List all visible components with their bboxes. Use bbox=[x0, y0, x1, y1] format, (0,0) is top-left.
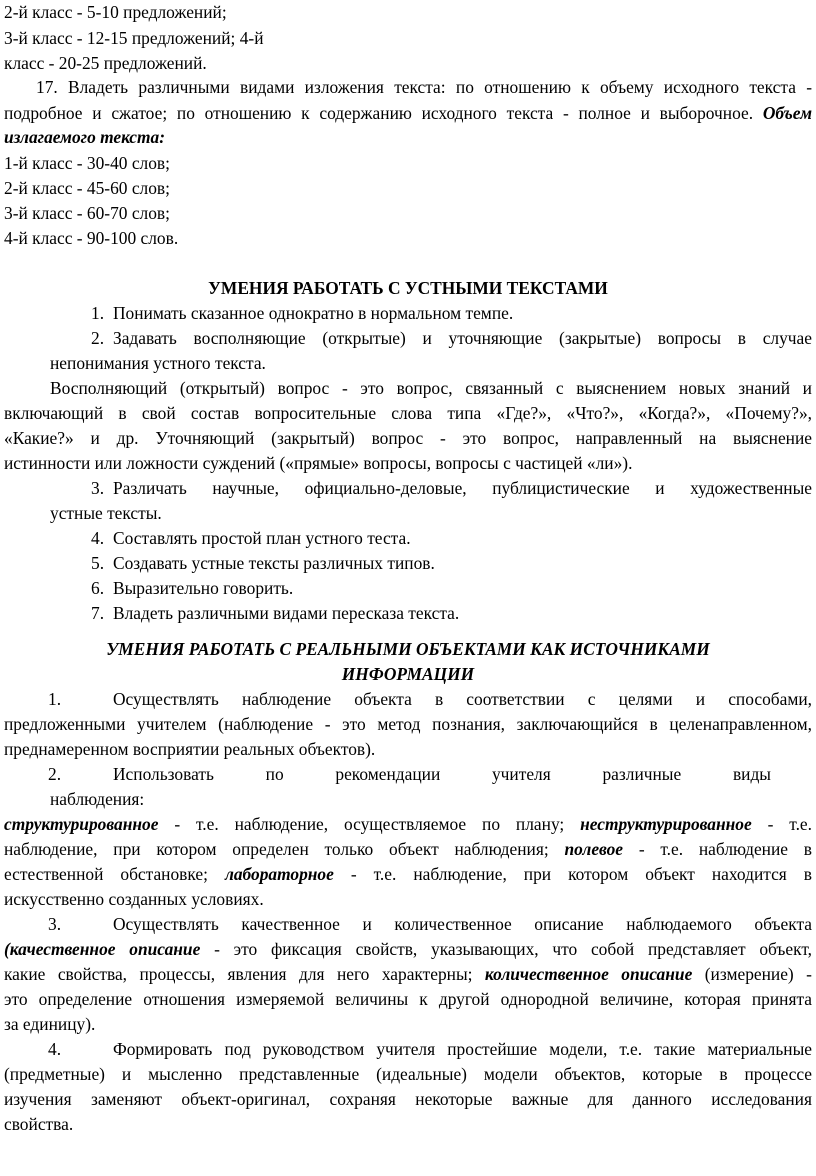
list-item: Создавать устные тексты различных типов. bbox=[113, 553, 435, 573]
list-item-cont: устные тексты. bbox=[50, 503, 162, 523]
paragraph-line: «Какие?» и др. Уточняющий (закрытый) вопрос - это вопрос, направленный на выяснение bbox=[4, 428, 812, 448]
list-item-cont: (предметные) и мысленно представленные (идеальные) модели объектов, которые в процессе bbox=[4, 1064, 812, 1084]
list-item-cont: свойства. bbox=[4, 1114, 74, 1134]
list-item-text: Использовать по рекомендации учителя различные виды bbox=[113, 764, 771, 784]
list-number: 1. bbox=[91, 303, 105, 323]
paragraph-line: подробное и сжатое; по отношению к содержанию исходного текста - полное и выборочное. Объем bbox=[4, 103, 812, 123]
list-item bbox=[113, 762, 771, 786]
list-number: 6. bbox=[91, 578, 105, 598]
list-item-cont: (качественное описание - это фиксация свойств, указывающих, что собой представляет объект, bbox=[4, 939, 813, 959]
list-item: 3-й класс - 60-70 слов; bbox=[4, 203, 170, 223]
section-heading: УМЕНИЯ РАБОТАТЬ С РЕАЛЬНЫМИ ОБЪЕКТАМИ КАК ИСТОЧНИКАМИ bbox=[106, 639, 710, 659]
list-number: 1. bbox=[48, 689, 62, 709]
list-item: Составлять простой план устного теста. bbox=[113, 528, 411, 548]
list-item-cont: непонимания устного текста. bbox=[50, 353, 266, 373]
list-item-cont: преднамеренном восприятии реальных объектов). bbox=[4, 739, 376, 759]
paragraph-line: искусственно созданных условиях. bbox=[4, 889, 264, 909]
list-item: Осуществлять качественное и количественное описание наблюдаемого объекта bbox=[113, 914, 812, 934]
text-line: 3-й класс - 12-15 предложений; 4-й bbox=[4, 28, 264, 48]
list-number: 2. bbox=[91, 328, 105, 348]
list-number: 7. bbox=[91, 603, 105, 623]
list-item: Различать научные, официально-деловые, публицистические и художественные bbox=[113, 478, 812, 498]
list-item-cont: за единицу). bbox=[4, 1014, 96, 1034]
section-heading: УМЕНИЯ РАБОТАТЬ С УСТНЫМИ ТЕКСТАМИ bbox=[208, 278, 608, 298]
list-item-cont: предложенными учителем (наблюдение - это метод познания, заключающийся в целенаправленном, bbox=[4, 714, 812, 734]
paragraph-line: структурированное - т.е. наблюдение, осуществляемое по плану; неструктурированное - т.е. bbox=[4, 814, 812, 834]
list-item-words bbox=[113, 762, 771, 786]
paragraph-line: истинности или ложности суждений («прямые» вопросы, вопросы с частицей «ли»). bbox=[4, 453, 633, 473]
section-heading: ИНФОРМАЦИИ bbox=[341, 664, 475, 684]
list-item: Владеть различными видами пересказа текста. bbox=[113, 603, 460, 623]
list-item-cont: какие свойства, процессы, явления для него характерны; количественное описание (измерение) - bbox=[4, 964, 812, 984]
paragraph-line: Восполняющий (открытый) вопрос - это вопрос, связанный с выяснением новых знаний и bbox=[50, 378, 812, 398]
list-item: Формировать под руководством учителя простейшие модели, т.е. такие материальные bbox=[113, 1039, 812, 1059]
emphasis-line: излагаемого текста: bbox=[4, 127, 166, 147]
paragraph-line: естественной обстановке; лабораторное - т.е. наблюдение, при котором объект находится в bbox=[4, 864, 812, 884]
list-number: 3. bbox=[91, 478, 105, 498]
list-number: 4. bbox=[48, 1039, 62, 1059]
paragraph-line: наблюдение, при котором определен только объект наблюдения; полевое - т.е. наблюдение в bbox=[4, 839, 813, 859]
paragraph-line: включающий в свой состав вопросительные слова типа «Где?», «Что?», «Когда?», «Почему?», bbox=[4, 403, 812, 423]
list-item: Осуществлять наблюдение объекта в соответствии с целями и способами, bbox=[113, 689, 812, 709]
list-item: 4-й класс - 90-100 слов. bbox=[4, 228, 179, 248]
list-item: 1-й класс - 30-40 слов; bbox=[4, 153, 170, 173]
text-line: 2-й класс - 5-10 предложений; bbox=[4, 2, 227, 22]
list-item-cont: это определение отношения измеряемой величины к другой однородной величине, которая принята bbox=[4, 989, 812, 1009]
list-item-cont: наблюдения: bbox=[50, 789, 145, 809]
list-item-cont: изучения заменяют объект-оригинал, сохраняя некоторые важные для данного исследования bbox=[4, 1089, 812, 1109]
list-item: 2-й класс - 45-60 слов; bbox=[4, 178, 170, 198]
text-line: класс - 20-25 предложений. bbox=[4, 53, 207, 73]
list-number: 3. bbox=[48, 914, 62, 934]
paragraph-line: 17. Владеть различными видами изложения текста: по отношению к объему исходного текста - bbox=[36, 77, 812, 97]
list-number: 2. bbox=[48, 764, 62, 784]
list-number: 5. bbox=[91, 553, 105, 573]
list-item: Задавать восполняющие (открытые) и уточняющие (закрытые) вопросы в случае bbox=[113, 328, 812, 348]
list-number: 4. bbox=[91, 528, 105, 548]
list-item: Понимать сказанное однократно в нормальном темпе. bbox=[113, 303, 514, 323]
list-item: Выразительно говорить. bbox=[113, 578, 294, 598]
